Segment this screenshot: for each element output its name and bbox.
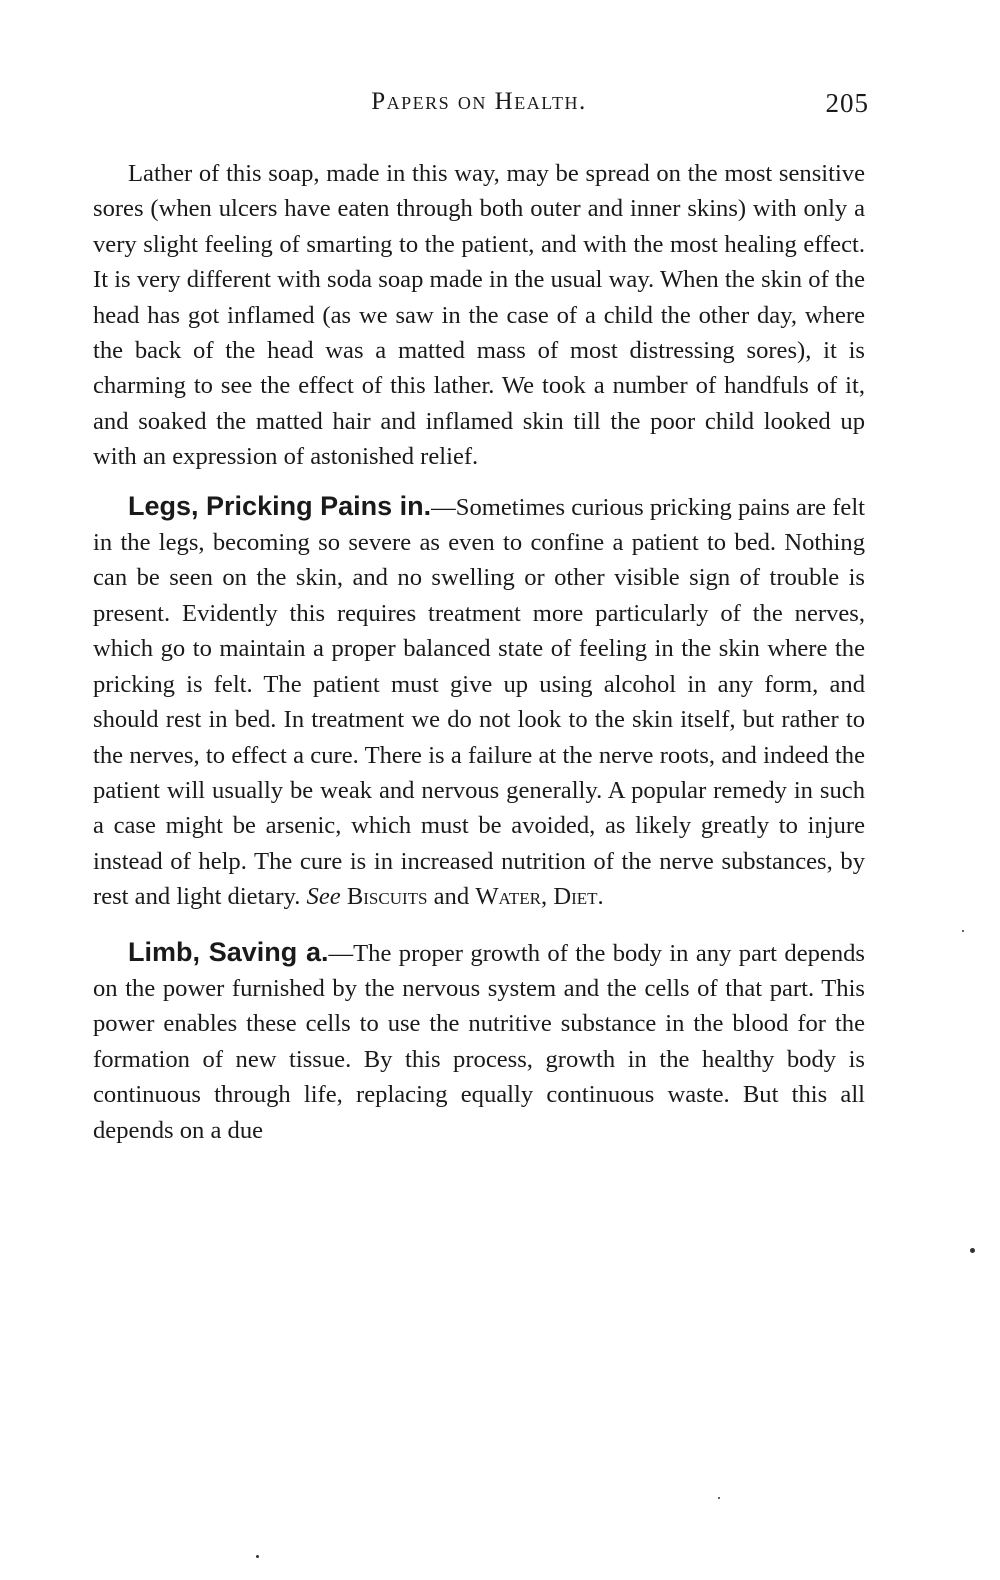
entry-heading: Limb, Saving a. xyxy=(128,936,329,967)
print-speck xyxy=(962,930,964,932)
running-head xyxy=(93,88,869,128)
paragraph-limb-saving xyxy=(93,935,865,1148)
entry-heading: Legs, Pricking Pains in. xyxy=(128,490,432,521)
paragraph-text: Lather of this soap, made in this way, may be spread on the most sensitive sores (when ulcers have eaten through both outer and inner skins) with only a very slight feeling of smarting to the patient, and with the most healing effect. It is very different with soda soap made in the usual way. When the skin of the head has got inflamed (as we saw in the case of a child the other day, where the back of the head was a matted mass of most distressing sores), it is charming to see the effect of this lather. We took a number of handfuls of it, and soaked the matted hair and inflamed skin till the poor child looked up with an expression of astonished relief. xyxy=(93,160,865,471)
paragraph-soap-lather xyxy=(93,156,865,475)
page-number: 205 xyxy=(825,88,869,118)
cross-reference: Biscuits xyxy=(346,883,428,911)
paragraph-legs-pricking-pains xyxy=(93,489,865,915)
paragraph-text: —The proper growth of the body in any part depends on the power furnished by the nervous system and the cells of that part. This power enables these cells to use the nutritive substance in the blood for the formation of new tissue. By this process, growth in the healthy body is continuous through life, replacing equally continuous waste. But this all depends on a due xyxy=(93,939,865,1144)
cross-reference: Water, Diet. xyxy=(475,883,604,911)
print-speck xyxy=(718,1497,720,1499)
see-label: See xyxy=(306,883,341,911)
print-speck xyxy=(256,1555,259,1558)
paragraph-text: —Sometimes curious pricking pains are felt in the legs, becoming so severe as even to confine a patient to bed. Nothing can be seen on the skin, and no swelling or other visible sign of trouble is present. Evidently this requires treatment more particularly of the nerves, which go to maintain a proper balanced state of feeling in the skin where the pricking is felt. The patient must give up using alcohol in any form, and should rest in bed. In treatment we do not look to the skin itself, but rather to the nerves, to effect a cure. There is a failure at the nerve roots, and indeed the patient will usually be weak and nervous generally. A popular remedy in such a case might be arsenic, which must be avoided, as likely greatly to injure instead of help. The cure is in increased nutrition of the nerve substances, by rest and light dietary. xyxy=(93,493,865,911)
body-text xyxy=(93,156,865,1148)
see-conjunction: and xyxy=(433,883,470,911)
print-speck xyxy=(970,1248,975,1253)
running-title: Papers on Health. xyxy=(371,88,587,115)
